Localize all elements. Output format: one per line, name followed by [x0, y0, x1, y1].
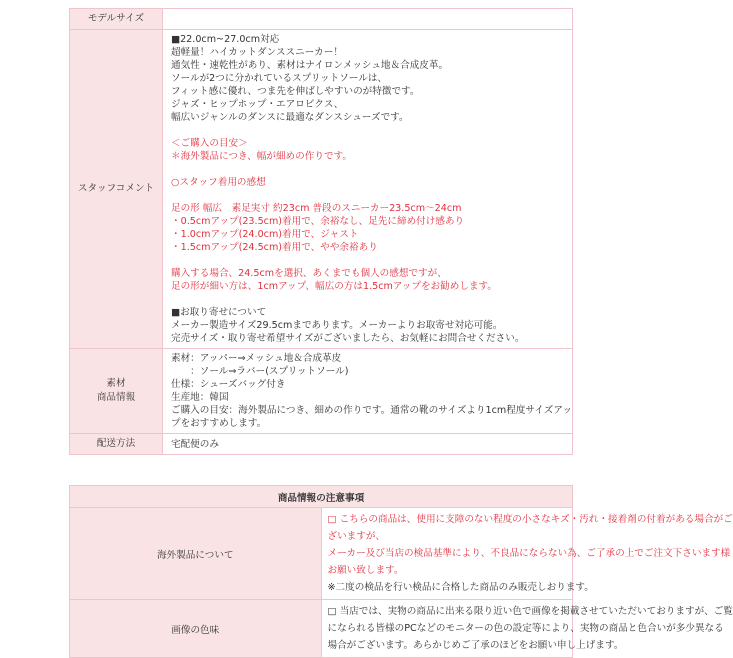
- text-line: 場合がございます。あらかじめご了承のほどをお願い申し上げます。: [327, 640, 624, 651]
- color-row: [70, 600, 573, 658]
- delivery-value: 宅配便のみ: [163, 434, 573, 455]
- text-line: メーカー及び当店の検品基準により、不良品にならない為、ご了承の上でご注文下さいます様: [327, 548, 731, 559]
- text-line: になられる皆様のPCなどのモニターの色の設定等により、実物の商品と色合いが多少異なる: [327, 623, 724, 634]
- text-line: ■22.0cm~27.0cm対応: [171, 34, 280, 45]
- material-label: [70, 349, 163, 434]
- text-line: プをおすすめします。: [171, 418, 267, 429]
- text-line: お願い致します。: [327, 565, 404, 576]
- model-size-value: [163, 9, 573, 30]
- text-line: メーカー製造サイズ29.5cmまであります。メーカーよりお取寄せ対応可能。: [171, 320, 503, 331]
- material-row: [70, 349, 573, 434]
- text-line: ざいますが、: [327, 531, 386, 542]
- delivery-row: [70, 434, 573, 455]
- text-line: ・1.5cmアップ(24.5cm)着用で、やや余裕あり: [171, 242, 378, 253]
- text-line: 素材：アッパー⇒メッシュ地＆合成革皮: [171, 353, 342, 364]
- text-line: 仕様：シューズバッグ付き: [171, 379, 286, 390]
- text-line: ・1.0cmアップ(24.0cm)着用で、ジャスト: [171, 229, 359, 240]
- material-body: [163, 349, 573, 434]
- color-label: 画像の色味: [70, 600, 322, 658]
- text-line: 通気性・速乾性があり、素材はナイロンメッシュ地＆合成皮革。: [171, 60, 449, 71]
- text-line: フィット感に優れ、つま先を伸ばしやすいのが特徴です。: [171, 86, 420, 97]
- text-line: 完売サイズ・取り寄せ希望サイズがございましたら、お気軽にお問合せください。: [171, 333, 525, 344]
- text-line: ：ソール⇒ラバー(スプリットソール): [171, 366, 349, 377]
- material-label-line2: 商品情報: [96, 392, 136, 403]
- staff-comment-body: [163, 30, 573, 349]
- text-line: ジャズ・ヒップホップ・エアロビクス、: [171, 99, 344, 110]
- delivery-label: 配送方法: [70, 434, 163, 455]
- text-line: 生産地：韓国: [171, 392, 229, 403]
- model-size-label: モデルサイズ: [70, 9, 163, 30]
- text-line: 足の形が細い方は、1cmアップ、幅広の方は1.5cmアップをお勧めします。: [171, 281, 497, 292]
- notice-table: [69, 485, 733, 658]
- text-line: ○スタッフ着用の感想: [171, 177, 266, 188]
- material-label-line1: 素材: [106, 378, 126, 389]
- text-line: ご購入の目安：海外製品につき、細めの作りです。通常の靴のサイズより1cm程度サイズアッ: [171, 405, 572, 416]
- text-line: □ 当店では、実物の商品に出来る限り近い色で画像を掲載させていただいておりますが、ご覧: [327, 606, 733, 617]
- model-size-row: [70, 9, 573, 30]
- notice-title: 商品情報の注意事項: [70, 486, 573, 508]
- text-line: ・0.5cmアップ(23.5cm)着用で、余裕なし、足先に締め付け感あり: [171, 216, 465, 227]
- text-line: [171, 189, 564, 202]
- notice-header-row: [70, 486, 573, 508]
- text-line: □ こちらの商品は、使用に支障のない程度の小さなキズ・汚れ・接着剤の付着がある場合がご: [327, 514, 733, 525]
- text-line: 購入する場合、24.5cmを選択、あくまでも個人の感想ですが、: [171, 268, 447, 279]
- text-line: [171, 293, 564, 306]
- text-line: 足の形 幅広 素足実寸 約23cm 普段のスニーカー23.5cm～24cm: [171, 203, 462, 214]
- product-spec-table: [69, 8, 573, 455]
- staff-comment-label: スタッフコメント: [70, 30, 163, 349]
- text-line: [171, 124, 564, 137]
- text-line: [171, 163, 564, 176]
- color-body: [321, 600, 733, 658]
- text-line: ※二度の検品を行い検品に合格した商品のみ販売しおります。: [327, 582, 594, 593]
- text-line: 幅広いジャンルのダンスに最適なダンスシューズです。: [171, 112, 409, 123]
- text-line: ■お取り寄せについて: [171, 307, 267, 318]
- text-line: ソールが2つに分かれているスプリットソールは、: [171, 73, 388, 84]
- overseas-label: 海外製品について: [70, 508, 322, 600]
- text-line: ＊海外製品につき、幅が細めの作りです。: [171, 151, 352, 162]
- text-line: [171, 254, 564, 267]
- overseas-row: [70, 508, 573, 600]
- overseas-body: [321, 508, 733, 600]
- staff-comment-row: [70, 30, 573, 349]
- text-line: 超軽量！ハイカットダンススニーカー！: [171, 47, 343, 58]
- text-line: ＜ご購入の目安＞: [171, 138, 248, 149]
